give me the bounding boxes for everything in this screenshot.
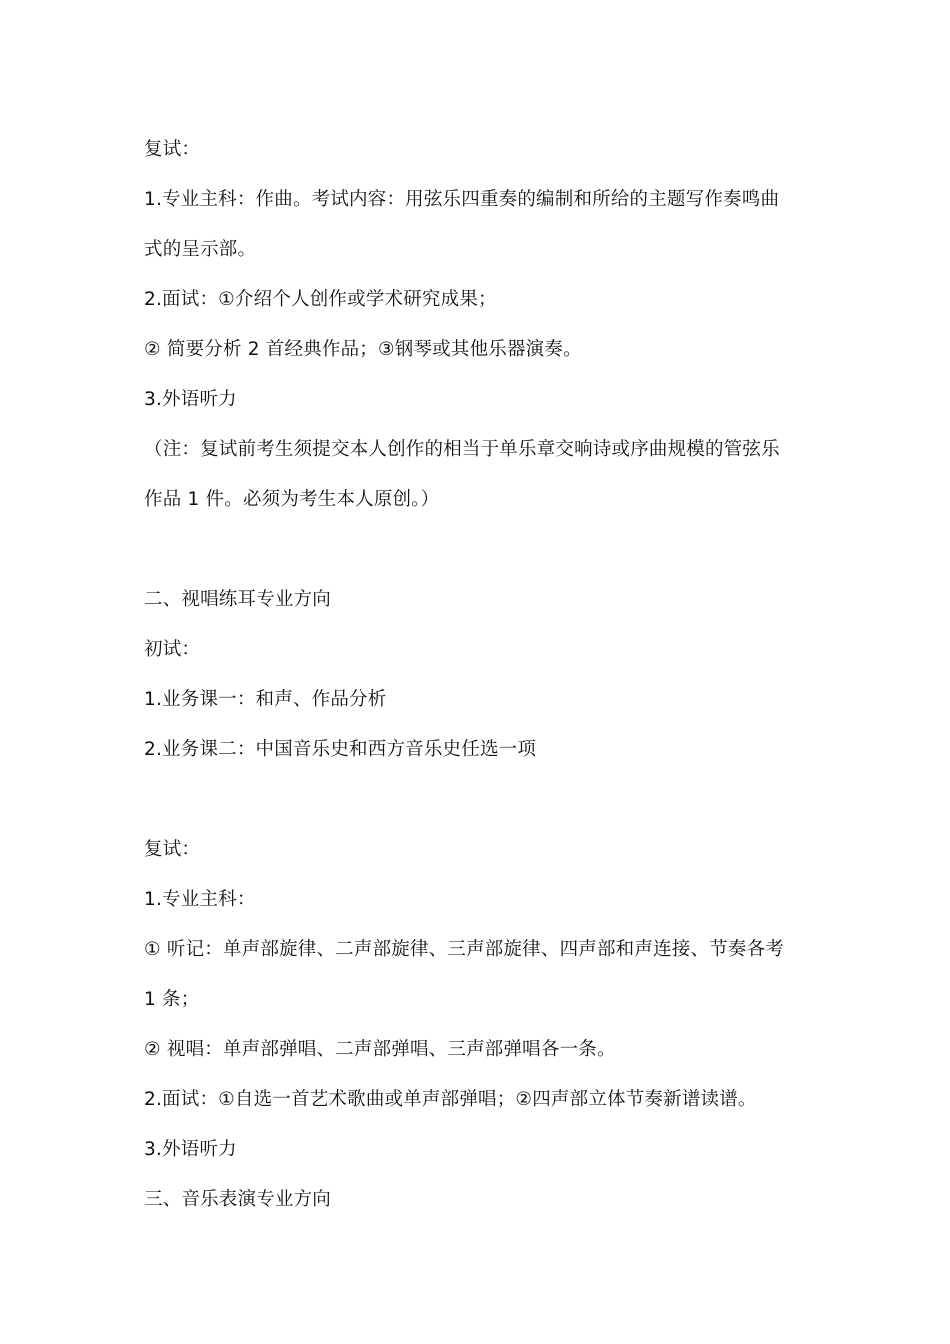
course-two: 2.业务课二：中国音乐史和西方音乐史任选一项 xyxy=(144,739,537,760)
section-heading-performance: 三、音乐表演专业方向 xyxy=(144,1189,332,1210)
course-one: 1.业务课一：和声、作品分析 xyxy=(144,689,387,710)
composition-major-line-1: 1.专业主科：作曲。考试内容：用弦乐四重奏的编制和所给的主题写作奏鸣曲 xyxy=(144,189,780,210)
note-line-2: 作品 1 件。必须为考生本人原创。） xyxy=(144,489,440,510)
sight-singing-line: ② 视唱：单声部弹唱、二声部弹唱、三声部弹唱各一条。 xyxy=(144,1039,616,1060)
major-subject-heading: 1.专业主科： xyxy=(144,889,256,910)
note-line-1: （注：复试前考生须提交本人创作的相当于单乐章交响诗或序曲规模的管弦乐 xyxy=(144,439,780,460)
foreign-listening-1: 3.外语听力 xyxy=(144,389,237,410)
interview-item-1: 2.面试：①介绍个人创作或学术研究成果； xyxy=(144,289,497,310)
dictation-line-1: ① 听记：单声部旋律、二声部旋律、三声部旋律、四声部和声连接、节奏各考 xyxy=(144,939,784,960)
retest-heading-2: 复试： xyxy=(144,839,201,860)
interview-item-2: ② 简要分析 2 首经典作品；③钢琴或其他乐器演奏。 xyxy=(144,339,582,360)
composition-major-line-2: 式的呈示部。 xyxy=(144,239,257,260)
retest-heading-1: 复试： xyxy=(144,139,201,160)
dictation-line-2: 1 条； xyxy=(144,989,200,1010)
foreign-listening-2: 3.外语听力 xyxy=(144,1139,237,1160)
interview-line-2: 2.面试：①自选一首艺术歌曲或单声部弹唱；②四声部立体节奏新谱读谱。 xyxy=(144,1089,757,1110)
preliminary-heading: 初试： xyxy=(144,639,201,660)
section-heading-solfeggio: 二、视唱练耳专业方向 xyxy=(144,589,332,610)
